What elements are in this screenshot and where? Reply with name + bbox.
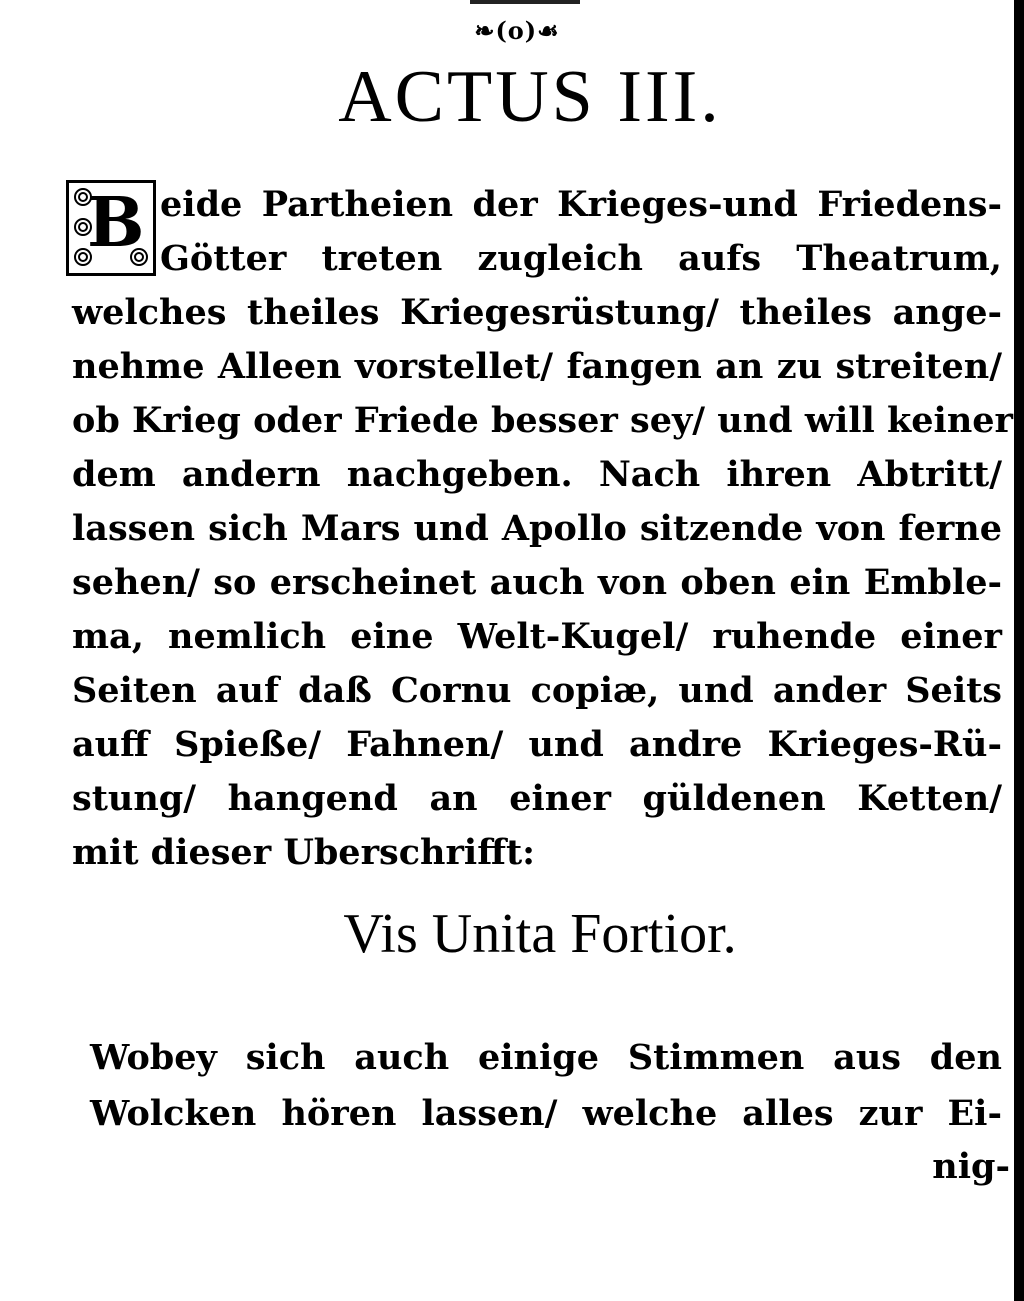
signature-mark xyxy=(452,16,582,45)
text-line: Seiten auf daß Cornu copiæ, und ander Seits xyxy=(72,670,1002,711)
motto-inscription: Vis Unita Fortior. xyxy=(343,903,737,965)
top-rule xyxy=(470,0,580,4)
fleuron-left-icon: ❧ xyxy=(474,16,496,45)
act-title: ACTUS III. xyxy=(338,56,722,138)
text-line: Götter treten zugleich aufs Theatrum, xyxy=(160,238,1002,279)
page-edge-shadow xyxy=(1014,0,1024,1301)
paragraph-1-body xyxy=(72,286,1014,880)
signature-text: (o) xyxy=(495,16,538,45)
text-line: nehme Alleen vorstellet/ fangen an zu streiten/ xyxy=(72,346,1002,387)
decorated-initial xyxy=(66,180,156,276)
text-line: stung/ hangend an einer güldenen Ketten/ xyxy=(72,778,1002,819)
text-line: ob Krieg oder Friede besser sey/ und will keiner xyxy=(72,400,1014,441)
text-line: Wobey sich auch einige Stimmen aus den xyxy=(90,1037,1002,1078)
text-line: mit dieser Uberschrifft: xyxy=(72,832,536,873)
initial-letter: B xyxy=(87,183,145,263)
text-line: eide Partheien der Krieges-und Friedens- xyxy=(160,184,1002,225)
paragraph-1-opening xyxy=(160,178,1002,286)
catchword: nig- xyxy=(932,1146,1010,1187)
text-line: Wolcken hören lassen/ welche alles zur Ei- xyxy=(90,1093,1002,1134)
fleuron-right-icon: ☙ xyxy=(537,16,560,45)
text-line: dem andern nachgeben. Nach ihren Abtritt/ xyxy=(72,454,1002,495)
text-line: sehen/ so erscheinet auch von oben ein Emble- xyxy=(72,562,1002,603)
text-line: auff Spieße/ Fahnen/ und andre Krieges-Rü- xyxy=(72,724,1002,765)
text-line: lassen sich Mars und Apollo sitzende von ferne xyxy=(72,508,1002,549)
text-line: welches theiles Kriegesrüstung/ theiles ange- xyxy=(72,292,1002,333)
text-line: ma, nemlich eine Welt-Kugel/ ruhende einer xyxy=(72,616,1002,657)
paragraph-2 xyxy=(90,1030,1002,1142)
